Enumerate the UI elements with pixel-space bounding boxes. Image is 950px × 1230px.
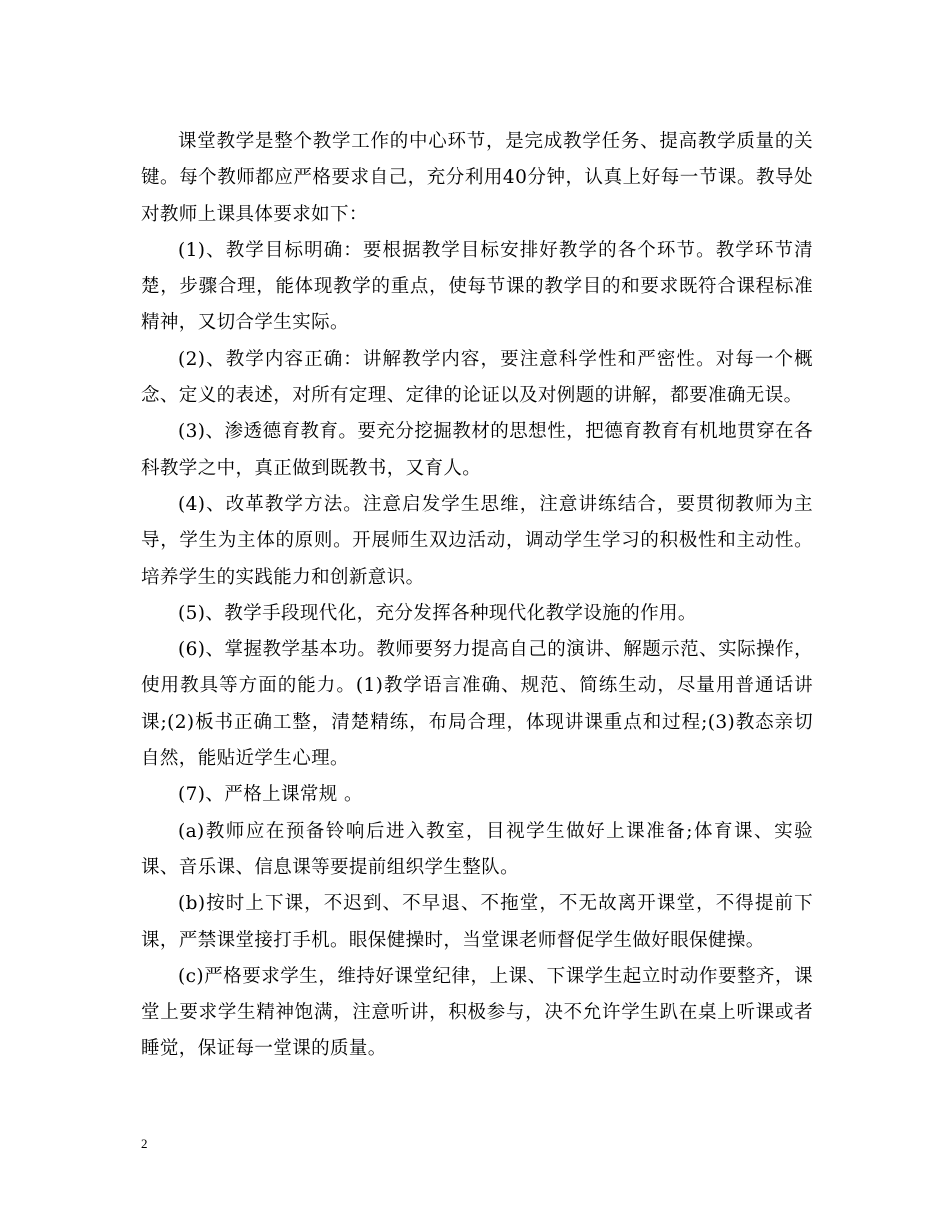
page-number: 2 xyxy=(141,1136,148,1151)
paragraph-item-4: (4)、改革教学方法。注意启发学生思维，注意讲练结合，要贯彻教师为主导，学生为主体的原则。开展师生双边活动，调动学生学习的积极性和主动性。培养学生的实践能力和创新意识。 xyxy=(141,493,813,588)
paragraph-item-7b: (b)按时上下课，不迟到、不早退、不拖堂，不无故离开课堂，不得提前下课，严禁课堂接打手机。眼保健操时，当堂课老师督促学生做好眼保健操。 xyxy=(141,893,813,951)
paragraph-item-6: (6)、掌握教学基本功。教师要努力提高自己的演讲、解题示范、实际操作，使用教具等方面的能力。(1)教学语言准确、规范、简练生动，尽量用普通话讲课;(2)板书正确工整，清楚精练，布局合理，体现讲课重点和过程;(3)教态亲切自然，能贴近学生心理。 xyxy=(141,639,813,770)
document-body xyxy=(141,124,813,1068)
paragraph-item-5: (5)、教学手段现代化，充分发挥各种现代化教学设施的作用。 xyxy=(178,602,697,624)
paragraph-item-7: (7)、严格上课常规 。 xyxy=(178,784,363,806)
paragraph-intro: 课堂教学是整个教学工作的中心环节，是完成教学任务、提高教学质量的关键。每个教师都应严格要求自己，充分利用40分钟，认真上好每一节课。教导处对教师上课具体要求如下： xyxy=(141,131,813,225)
paragraph-item-2: (2)、教学内容正确：讲解教学内容，要注意科学性和严密性。对每一个概念、定义的表述，对所有定理、定律的论证以及对例题的讲解，都要准确无误。 xyxy=(141,348,813,407)
paragraph-item-7c: (c)严格要求学生，维持好课堂纪律，上课、下课学生起立时动作要整齐，课堂上要求学生精神饱满，注意听讲，积极参与，决不允许学生趴在桌上听课或者睡觉，保证每一堂课的质量。 xyxy=(141,965,813,1060)
paragraph-item-7a: (a)教师应在预备铃响后进入教室，目视学生做好上课准备;体育课、实验课、音乐课、信息课等要提前组织学生整队。 xyxy=(141,820,813,878)
paragraph-item-3: (3)、渗透德育教育。要充分挖掘教材的思想性，把德育教育有机地贯穿在各科教学之中，真正做到既教书，又育人。 xyxy=(141,421,813,479)
paragraph-item-1: (1)、教学目标明确：要根据教学目标安排好教学的各个环节。教学环节清楚，步骤合理，能体现教学的重点，使每节课的教学目的和要求既符合课程标准精神，又切合学生实际。 xyxy=(141,239,813,334)
